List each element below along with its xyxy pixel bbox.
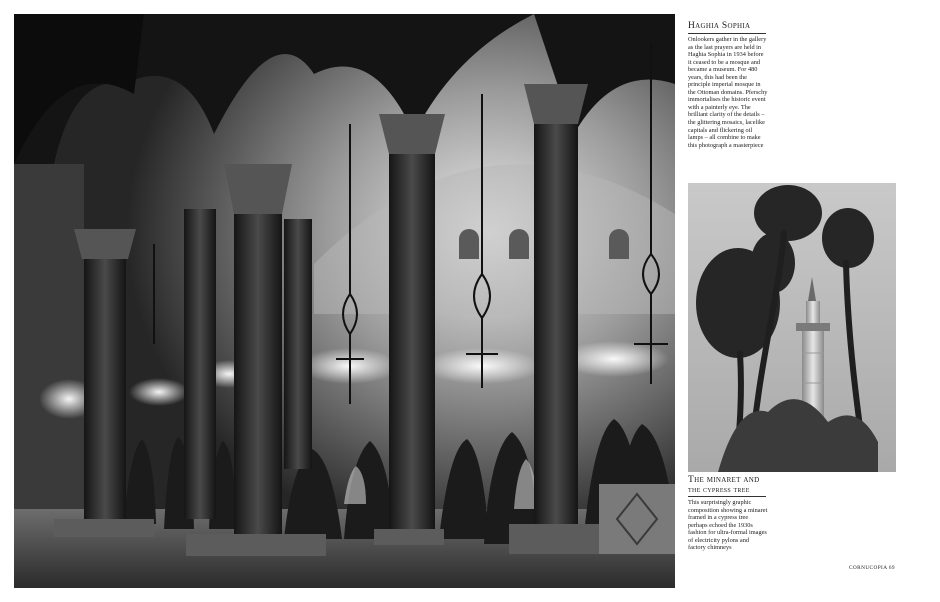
caption-body: Onlookers gather in the gallery as the last prayers are held in Haghia Sophia in 1934 before it ceased to be a mosque and became a museum. For 480 years, this had been the principle imperial mosque in the Ottoman domains. Pferschy immortalises the historic event with a painterly eye. The brilliant clarity of the details – the glittering mosaics, lacelike capitals and flickering oil lamps – all combine to make this photograph a masterpiece: [688, 36, 768, 149]
minaret-caption: [688, 476, 768, 552]
caption-title: The minaret and the cypress tree: [688, 476, 766, 497]
caption-body: This surprisingly graphic composition showing a minaret framed in a cypress tree perhaps echoed the 1930s fashion for ultra-formal images of electricity pylons and factory chimneys: [688, 499, 768, 552]
minaret-cypress-photo: [688, 183, 896, 472]
haghia-sophia-photo: [14, 14, 675, 588]
haghia-sophia-caption: [688, 22, 768, 149]
page-folio: CORNUCOPIA 69: [849, 565, 895, 571]
caption-title: Haghia Sophia: [688, 22, 766, 34]
